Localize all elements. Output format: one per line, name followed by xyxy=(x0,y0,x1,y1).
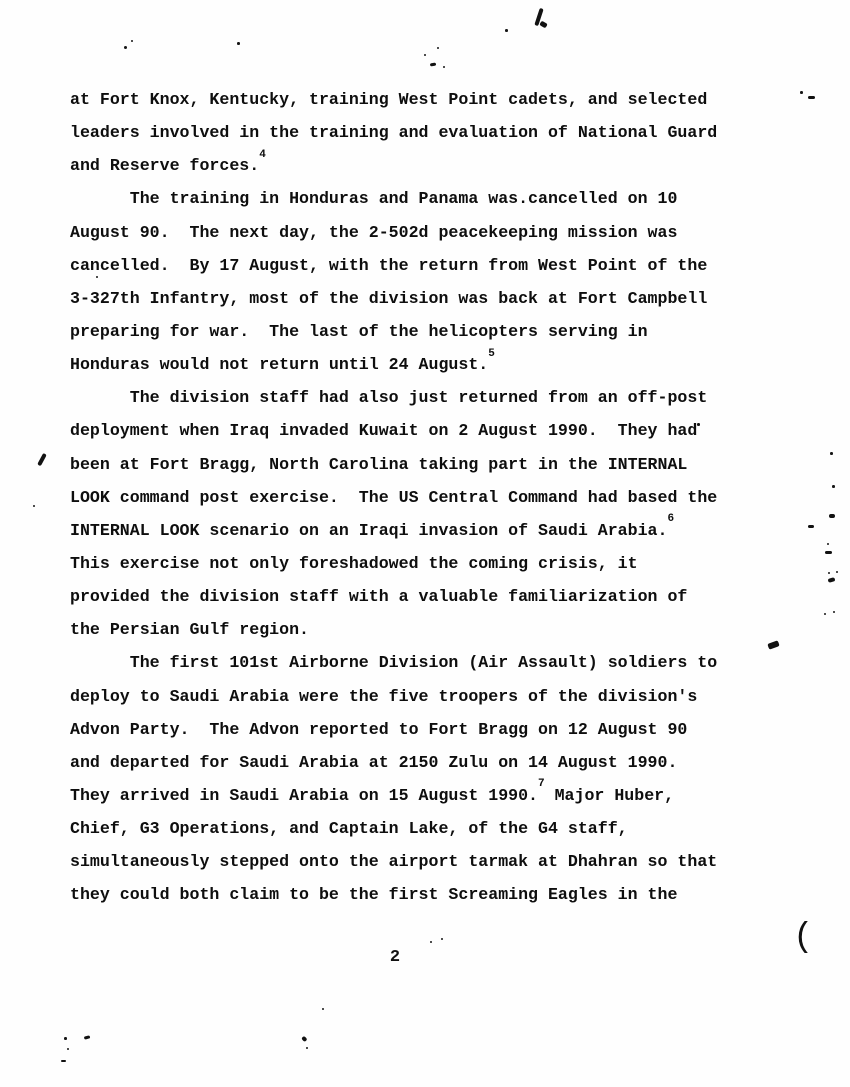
ink-speck xyxy=(430,941,432,943)
page-number: 2 xyxy=(389,948,401,967)
text-line: preparing for war. The last of the helicopters serving in xyxy=(70,321,648,341)
text-line: the Persian Gulf region. xyxy=(70,620,309,640)
text-line: they could both claim to be the first Screaming Eagles in the xyxy=(70,885,678,905)
ink-mark xyxy=(767,640,779,649)
ink-speck xyxy=(505,29,508,32)
ink-speck xyxy=(828,572,830,574)
ink-mark xyxy=(539,21,548,29)
text-line: Honduras would not return until 24 August.$^5$ xyxy=(70,347,495,375)
ink-speck xyxy=(437,47,439,49)
ink-speck xyxy=(96,276,98,278)
ink-speck xyxy=(33,505,35,507)
ink-mark xyxy=(825,551,832,554)
text-line: deploy to Saudi Arabia were the five troopers of the division's xyxy=(70,686,698,706)
ink-speck xyxy=(67,1048,69,1050)
ink-mark xyxy=(430,62,436,66)
ink-speck xyxy=(800,91,803,94)
text-line: The division staff had also just returned from an off-post xyxy=(70,388,708,408)
ink-speck xyxy=(697,423,700,426)
footnote-reference: 5 xyxy=(488,347,495,360)
text-line: Chief, G3 Operations, and Captain Lake, of the G4 staff, xyxy=(70,819,628,839)
text-line: been at Fort Bragg, North Carolina taking part in the INTERNAL xyxy=(70,454,688,474)
ink-speck xyxy=(832,485,835,488)
text-line: August 90. The next day, the 2-502d peacekeeping mission was xyxy=(70,222,678,242)
text-line: leaders involved in the training and evaluation of National Guard xyxy=(70,123,718,143)
text-line: provided the division staff with a valuable familiarization of xyxy=(70,587,688,607)
text-line: LOOK command post exercise. The US Central Command had based the xyxy=(70,487,718,507)
ink-speck xyxy=(441,938,443,940)
ink-speck xyxy=(836,571,838,573)
ink-mark xyxy=(808,525,814,528)
ink-mark xyxy=(37,453,46,466)
ink-mark xyxy=(301,1036,307,1042)
ink-speck xyxy=(424,54,426,56)
ink-speck xyxy=(237,42,240,45)
ink-mark xyxy=(61,1060,66,1062)
text-line: The first 101st Airborne Division (Air Assault) soldiers to xyxy=(70,653,718,673)
handwritten-paren-mark: ( xyxy=(793,919,814,957)
text-line: INTERNAL LOOK scenario on an Iraqi invasion of Saudi Arabia.$^6$ xyxy=(70,513,675,540)
ink-speck xyxy=(824,613,826,615)
text-line: deployment when Iraq invaded Kuwait on 2 August 1990. They had xyxy=(70,421,698,441)
ink-speck xyxy=(124,46,127,49)
footnote-reference: 7 xyxy=(538,778,545,791)
ink-speck xyxy=(306,1047,308,1049)
ink-mark xyxy=(829,514,835,518)
ink-speck xyxy=(322,1008,324,1010)
ink-mark xyxy=(828,577,836,583)
ink-speck xyxy=(830,452,833,455)
footnote-reference: 6 xyxy=(667,513,675,526)
text-line: cancelled. By 17 August, with the return from West Point of the xyxy=(70,255,708,275)
text-line: Advon Party. The Advon reported to Fort Bragg on 12 August 90 xyxy=(70,719,688,739)
text-line: at Fort Knox, Kentucky, training West Point cadets, and selected xyxy=(70,90,708,109)
text-line: 3-327th Infantry, most of the division was back at Fort Campbell xyxy=(70,288,708,308)
ink-speck xyxy=(827,543,829,545)
ink-mark xyxy=(808,96,815,99)
ink-speck xyxy=(131,40,133,42)
text-line: simultaneously stepped onto the airport tarmak at Dhahran so that xyxy=(70,852,718,872)
ink-speck xyxy=(64,1037,67,1040)
ink-speck xyxy=(833,611,835,613)
text-line: and Reserve forces.$^4$ xyxy=(70,148,266,176)
text-line: The training in Honduras and Panama was.cancelled on 10 xyxy=(70,189,678,209)
ink-mark xyxy=(84,1035,90,1039)
text-line: This exercise not only foreshadowed the coming crisis, it xyxy=(70,553,638,573)
text-line: They arrived in Saudi Arabia on 15 August 1990.$^7$ Major Huber, xyxy=(70,778,675,805)
text-line: and departed for Saudi Arabia at 2150 Zulu on 14 August 1990. xyxy=(70,752,678,772)
document-text xyxy=(70,83,717,912)
footnote-reference: 4 xyxy=(259,148,266,161)
ink-speck xyxy=(443,66,445,68)
